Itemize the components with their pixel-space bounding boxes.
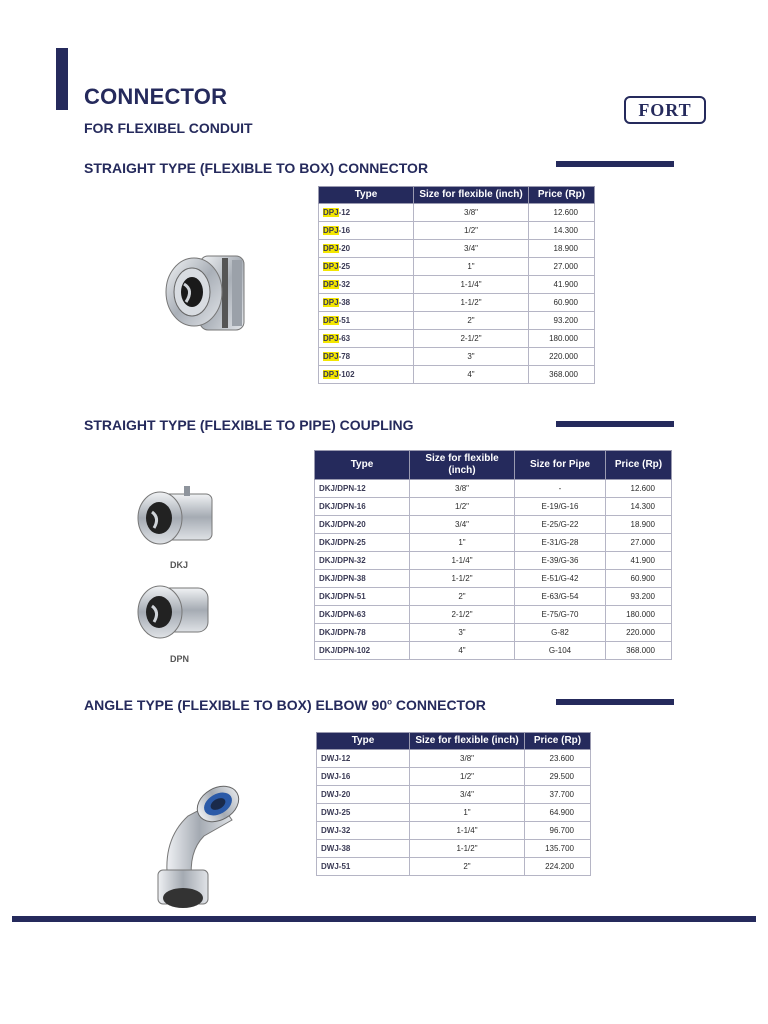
column-header: Size for flexible (inch) [410,733,525,750]
price-cell: 23.600 [525,750,591,768]
section-title-main: ANGLE TYPE (FLEXIBLE TO BOX) ELBOW 90 [84,697,388,713]
table-row [315,642,672,660]
table-row [319,312,595,330]
price-cell: 93.200 [606,588,672,606]
section-rule [556,161,674,167]
column-header: Type [317,733,410,750]
straight-connector-image [160,246,256,342]
type-code-cell: DWJ-32 [317,822,410,840]
price-cell: 368.000 [606,642,672,660]
size-cell: 1" [410,534,515,552]
table-row [315,570,672,588]
size-cell: E-31/G-28 [515,534,606,552]
size-cell: 2-1/2" [410,606,515,624]
size-cell: - [515,480,606,498]
table-row [317,822,591,840]
column-header: Size for flexible (inch) [414,187,529,204]
column-header: Type [315,451,410,480]
type-code-cell: DKJ/DPN-38 [315,570,410,588]
type-code-cell: DPJ-78 [319,348,414,366]
type-code-cell: DKJ/DPN-25 [315,534,410,552]
type-code-cell: DPJ-32 [319,276,414,294]
table-row [315,498,672,516]
size-cell: E-51/G-42 [515,570,606,588]
type-code-cell: DKJ/DPN-16 [315,498,410,516]
size-cell: E-75/G-70 [515,606,606,624]
size-cell: E-19/G-16 [515,498,606,516]
table-row [319,204,595,222]
price-cell: 224.200 [525,858,591,876]
size-cell: 3/8" [410,750,525,768]
price-cell: 60.900 [606,570,672,588]
price-cell: 29.500 [525,768,591,786]
price-cell: 18.900 [606,516,672,534]
type-code-cell: DWJ-38 [317,840,410,858]
price-cell: 220.000 [529,348,595,366]
table-row [319,330,595,348]
column-header: Size for flexible (inch) [410,451,515,480]
dpn-coupling-image [130,580,214,646]
type-code-cell: DPJ-25 [319,258,414,276]
size-cell: 2-1/2" [414,330,529,348]
dkj-coupling-image [130,484,220,554]
size-cell: 1/2" [410,768,525,786]
size-cell: 1/2" [414,222,529,240]
highlighted-prefix: DPJ [323,208,339,217]
price-cell: 12.600 [529,204,595,222]
elbow-connector-image [148,770,252,910]
size-cell: 2" [410,858,525,876]
price-cell: 18.900 [529,240,595,258]
section-title-box-connector: STRAIGHT TYPE (FLEXIBLE TO BOX) CONNECTOR [84,160,429,176]
size-cell: E-39/G-36 [515,552,606,570]
size-cell: 3/4" [414,240,529,258]
price-cell: 27.000 [606,534,672,552]
highlighted-prefix: DPJ [323,244,339,253]
price-cell: 135.700 [525,840,591,858]
degree-sup: o [387,697,392,707]
table-row [317,750,591,768]
type-code-cell: DKJ/DPN-20 [315,516,410,534]
table-row [315,516,672,534]
type-code-cell: DPJ-102 [319,366,414,384]
table-row [317,858,591,876]
table-row [315,606,672,624]
size-cell: 4" [410,642,515,660]
table-row [317,840,591,858]
size-cell: G-104 [515,642,606,660]
size-cell: 3/4" [410,786,525,804]
size-cell: 1/2" [410,498,515,516]
type-code-cell: DPJ-38 [319,294,414,312]
price-cell: 41.900 [606,552,672,570]
dpn-caption: DPN [170,654,190,664]
type-code-cell: DKJ/DPN-32 [315,552,410,570]
type-code-cell: DWJ-16 [317,768,410,786]
table-row [317,768,591,786]
highlighted-prefix: DPJ [323,316,339,325]
table-row [315,624,672,642]
table-row [317,804,591,822]
page-title: CONNECTOR [84,84,228,109]
size-cell: E-63/G-54 [515,588,606,606]
table-row [319,366,595,384]
table-row [319,258,595,276]
size-cell: 3/4" [410,516,515,534]
size-cell: 1-1/4" [414,276,529,294]
section-rule [556,699,674,705]
highlighted-prefix: DPJ [323,298,339,307]
section-rule [556,421,674,427]
table-row [319,294,595,312]
highlighted-prefix: DPJ [323,370,339,379]
price-cell: 180.000 [529,330,595,348]
size-cell: 1-1/2" [410,570,515,588]
type-code-cell: DKJ/DPN-78 [315,624,410,642]
size-cell: 1-1/2" [414,294,529,312]
price-cell: 220.000 [606,624,672,642]
type-code-cell: DPJ-12 [319,204,414,222]
size-cell: 1-1/2" [410,840,525,858]
type-code-cell: DKJ/DPN-12 [315,480,410,498]
type-code-cell: DWJ-25 [317,804,410,822]
column-header: Type [319,187,414,204]
size-cell: 2" [410,588,515,606]
page-subtitle: FOR FLEXIBEL CONDUIT [84,120,253,136]
type-code-cell: DKJ/DPN-63 [315,606,410,624]
price-cell: 41.900 [529,276,595,294]
size-cell: 3" [410,624,515,642]
table-row [319,276,595,294]
price-cell: 37.700 [525,786,591,804]
table-row [315,552,672,570]
section-title-elbow-connector [84,697,486,713]
type-code-cell: DKJ/DPN-102 [315,642,410,660]
table-row [315,588,672,606]
table-row [315,480,672,498]
section-title-pipe-coupling: STRAIGHT TYPE (FLEXIBLE TO PIPE) COUPLING [84,417,414,433]
highlighted-prefix: DPJ [323,262,339,271]
price-cell: 93.200 [529,312,595,330]
box-connector-table [318,186,595,384]
size-cell: 3" [414,348,529,366]
highlighted-prefix: DPJ [323,334,339,343]
highlighted-prefix: DPJ [323,352,339,361]
section-title-tail: CONNECTOR [392,697,486,713]
type-code-cell: DPJ-63 [319,330,414,348]
footer-rule [12,916,756,922]
column-header: Price (Rp) [529,187,595,204]
size-cell: 1-1/4" [410,552,515,570]
pipe-coupling-table [314,450,672,660]
highlighted-prefix: DPJ [323,226,339,235]
type-code-cell: DPJ-51 [319,312,414,330]
price-cell: 96.700 [525,822,591,840]
size-cell: 1-1/4" [410,822,525,840]
type-code-cell: DWJ-12 [317,750,410,768]
size-cell: 3/8" [414,204,529,222]
type-code-cell: DKJ/DPN-51 [315,588,410,606]
table-row [319,222,595,240]
accent-bar [56,48,68,110]
price-cell: 64.900 [525,804,591,822]
size-cell: 1" [414,258,529,276]
price-cell: 180.000 [606,606,672,624]
price-cell: 12.600 [606,480,672,498]
dkj-caption: DKJ [170,560,189,570]
fort-logo: FORT [624,96,706,124]
table-row [315,534,672,552]
size-cell: 3/8" [410,480,515,498]
table-row [317,786,591,804]
column-header: Price (Rp) [606,451,672,480]
elbow-connector-table [316,732,591,876]
price-cell: 27.000 [529,258,595,276]
price-cell: 60.900 [529,294,595,312]
size-cell: 1" [410,804,525,822]
size-cell: 4" [414,366,529,384]
column-header: Size for Pipe [515,451,606,480]
type-code-cell: DPJ-20 [319,240,414,258]
table-row [319,240,595,258]
size-cell: E-25/G-22 [515,516,606,534]
table-row [319,348,595,366]
highlighted-prefix: DPJ [323,280,339,289]
column-header: Price (Rp) [525,733,591,750]
price-cell: 14.300 [606,498,672,516]
price-cell: 368.000 [529,366,595,384]
size-cell: 2" [414,312,529,330]
price-cell: 14.300 [529,222,595,240]
size-cell: G-82 [515,624,606,642]
type-code-cell: DWJ-20 [317,786,410,804]
type-code-cell: DWJ-51 [317,858,410,876]
type-code-cell: DPJ-16 [319,222,414,240]
